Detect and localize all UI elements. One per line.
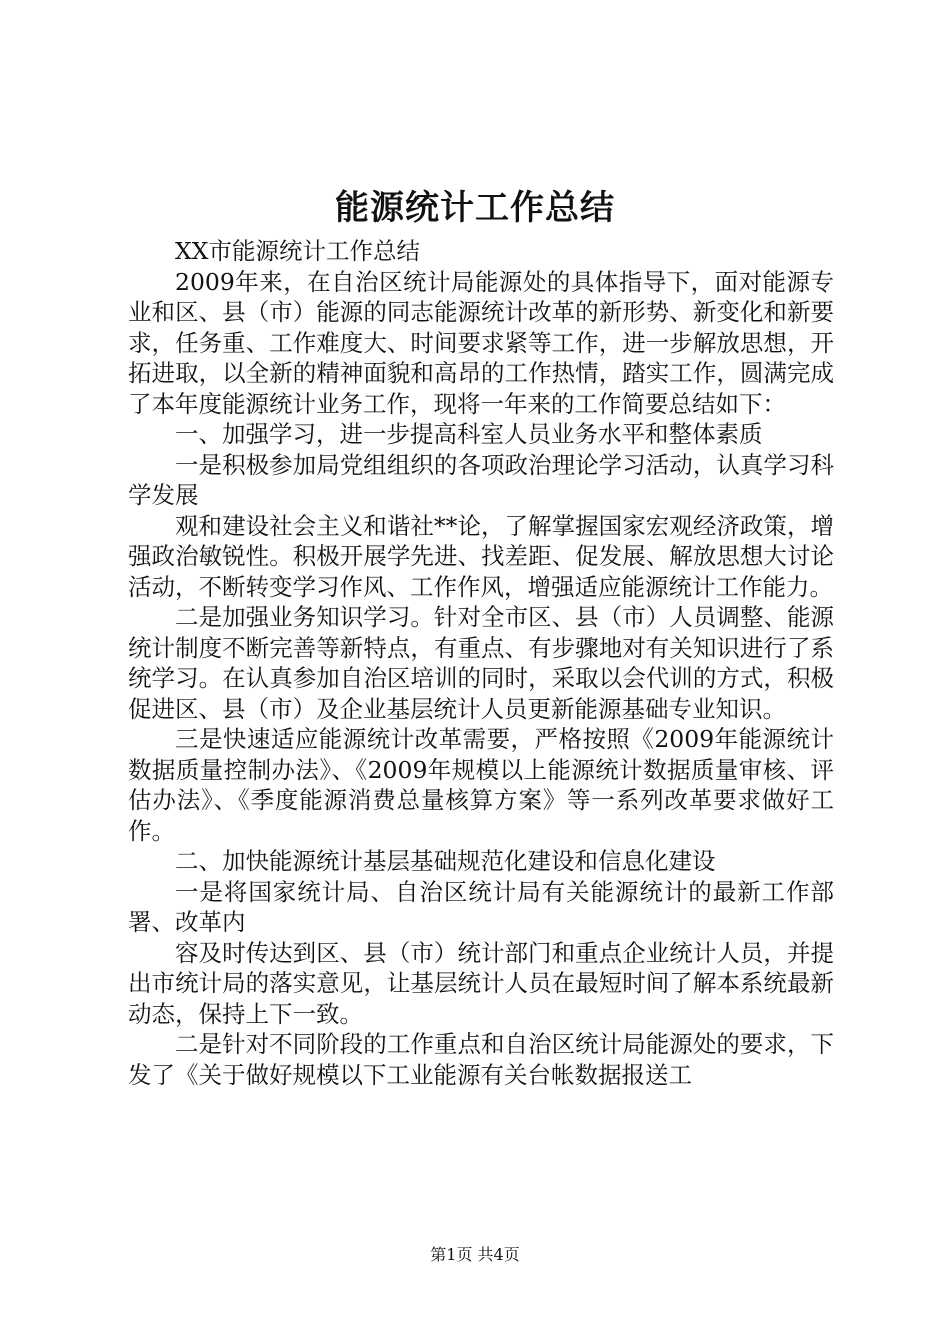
paragraph: 一是将国家统计局、自治区统计局有关能源统计的最新工作部署、改革内 [128,877,834,936]
paragraph: 一是积极参加局党组组织的各项政治理论学习活动，认真学习科学发展 [128,450,834,509]
section-heading-2: 二、加快能源统计基层基础规范化建设和信息化建设 [175,847,716,875]
document-body [128,236,834,1090]
paragraph-subtitle: XX市能源统计工作总结 [175,237,420,265]
paragraph: 二是加强业务知识学习。针对全市区、县（市）人员调整、能源统计制度不断完善等新特点，有重点、有步骤地对有关知识进行了系统学习。在认真参加自治区培训的同时，采取以会代训的方式，积极促进区、县（市）及企业基层统计人员更新能源基础专业知识。 [128,603,834,723]
paragraph: 三是快速适应能源统计改革需要，严格按照《2009年能源统计数据质量控制办法》、《2009年规模以上能源统计数据质量审核、评估办法》、《季度能源消费总量核算方案》等一系列改革要求做好工作。 [128,725,834,845]
paragraph: 二是针对不同阶段的工作重点和自治区统计局能源处的要求，下发了《关于做好规模以下工业能源有关台帐数据报送工 [128,1030,834,1089]
document-title: 能源统计工作总结 [335,188,615,228]
paragraph-intro: 2009年来，在自治区统计局能源处的具体指导下，面对能源专业和区、县（市）能源的同志能源统计改革的新形势、新变化和新要求，任务重、工作难度大、时间要求紧等工作，进一步解放思想，开拓进取，以全新的精神面貌和高昂的工作热情，踏实工作，圆满完成了本年度能源统计业务工作，现将一年来的工作简要总结如下： [128,267,834,418]
paragraph: 容及时传达到区、县（市）统计部门和重点企业统计人员，并提出市统计局的落实意见，让基层统计人员在最短时间了解本系统最新动态，保持上下一致。 [128,938,834,1028]
paragraph: 观和建设社会主义和谐社**论，了解掌握国家宏观经济政策，增强政治敏锐性。积极开展学先进、找差距、促发展、解放思想大讨论活动，不断转变学习作风、工作作风，增强适应能源统计工作能力。 [128,511,834,601]
section-heading-1: 一、加强学习，进一步提高科室人员业务水平和整体素质 [175,420,763,448]
page-number: 第1页 共4页 [430,1245,520,1264]
